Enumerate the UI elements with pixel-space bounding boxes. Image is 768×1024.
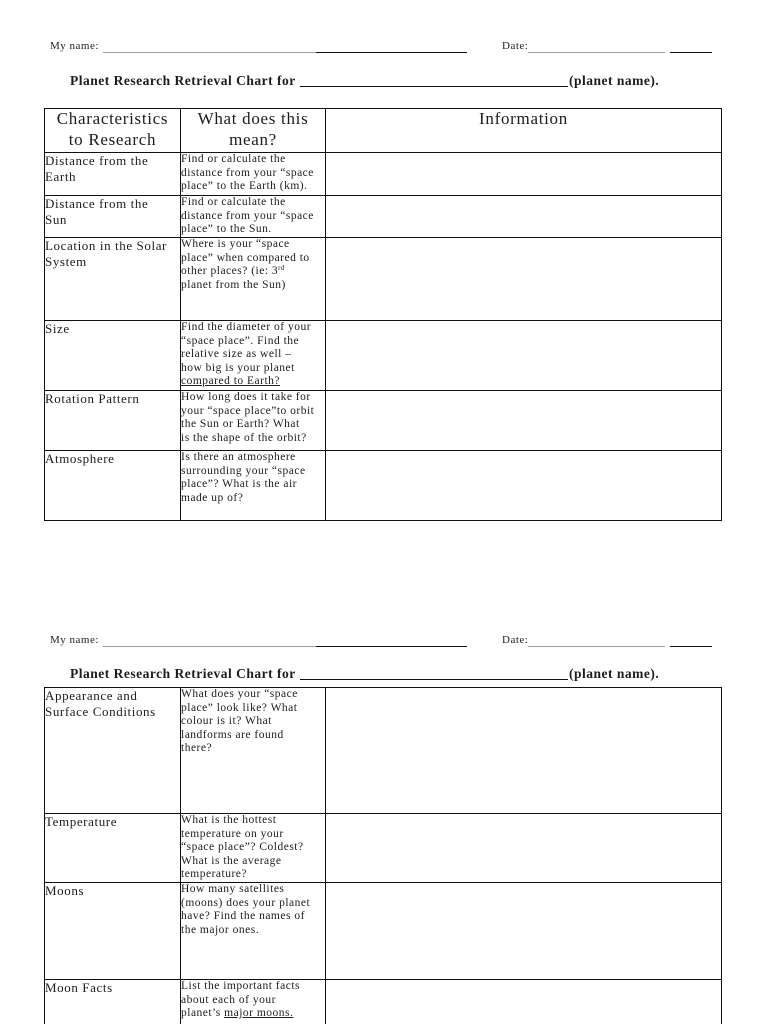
table-row bbox=[45, 980, 722, 1024]
characteristic-line: Moons bbox=[45, 883, 85, 898]
information-header-line: Information bbox=[479, 109, 568, 128]
title-text: Planet Research Retrieval Chart for bbox=[70, 73, 296, 88]
information-cell bbox=[326, 238, 722, 321]
table-row bbox=[45, 196, 722, 238]
characteristic-cell bbox=[45, 196, 181, 238]
meaning-line: place” when compared to bbox=[181, 251, 310, 264]
meaning-cell bbox=[181, 980, 326, 1024]
characteristic-cell bbox=[45, 980, 181, 1024]
meaning-line: colour is it? What bbox=[181, 715, 272, 727]
table-body bbox=[45, 109, 722, 521]
meaning-line: is the shape of the orbit? bbox=[181, 431, 307, 444]
information-cell bbox=[326, 391, 722, 451]
meaning-line: the major ones. bbox=[181, 923, 260, 936]
information-cell bbox=[326, 451, 722, 521]
meaning-line: about each of your bbox=[181, 993, 276, 1006]
characteristic-cell bbox=[45, 391, 181, 451]
characteristics-header bbox=[45, 109, 181, 153]
characteristics-header-line: to Research bbox=[68, 129, 157, 149]
meaning-cell bbox=[181, 883, 326, 980]
meaning-cell bbox=[181, 688, 326, 814]
meaning-line: “space place”. Find the bbox=[181, 334, 300, 347]
date-blank-line bbox=[670, 52, 712, 53]
meaning-line: planet from the Sun) bbox=[181, 278, 286, 291]
meaning-cell bbox=[181, 196, 326, 238]
planet-name-blank-line bbox=[300, 679, 568, 680]
meaning-line: Find or calculate the bbox=[181, 153, 286, 165]
information-cell bbox=[326, 196, 722, 238]
meaning-text: planet’s bbox=[181, 1007, 225, 1019]
date-blank-line bbox=[528, 52, 665, 53]
meaning-line: Is there an atmosphere bbox=[181, 451, 296, 463]
characteristic-cell bbox=[45, 883, 181, 980]
meaning-line: Find the diameter of your bbox=[181, 321, 312, 333]
meaning-line bbox=[181, 375, 325, 389]
title-text: Planet Research Retrieval Chart for bbox=[70, 666, 296, 681]
date-blank-line bbox=[670, 646, 712, 647]
characteristic-line: Earth bbox=[45, 169, 77, 184]
meaning-line: place” to the Earth (km). bbox=[181, 180, 308, 192]
planet-name-blank-line bbox=[300, 86, 568, 87]
date-blank-line bbox=[528, 646, 665, 647]
meaning-line: the Sun or Earth? What bbox=[181, 418, 300, 430]
meaning-line: how big is your planet bbox=[181, 361, 295, 374]
characteristic-line: Appearance and bbox=[45, 688, 138, 703]
worksheet-title bbox=[0, 666, 768, 684]
date-label: Date: bbox=[502, 634, 529, 646]
title-suffix: (planet name). bbox=[569, 73, 660, 88]
meaning-line: have? Find the names of bbox=[181, 910, 305, 922]
table-body bbox=[45, 688, 722, 1024]
table-row bbox=[45, 153, 722, 196]
meaning-text: other places? (ie: 3 bbox=[181, 265, 279, 277]
information-header bbox=[326, 109, 722, 153]
characteristic-line: Size bbox=[45, 321, 70, 336]
characteristic-line: Distance from the bbox=[45, 196, 149, 211]
name-blank-line bbox=[316, 646, 467, 647]
meaning-line: (moons) does your planet bbox=[181, 896, 311, 909]
meaning-line: What does your “space bbox=[181, 688, 298, 700]
name-date-row bbox=[0, 633, 768, 649]
information-cell bbox=[326, 321, 722, 391]
name-blank-line bbox=[103, 52, 316, 53]
table-row bbox=[45, 238, 722, 321]
meaning-line: “space place”? Coldest? bbox=[181, 841, 304, 853]
meaning-line: place” to the Sun. bbox=[181, 223, 272, 235]
meaning-cell bbox=[181, 238, 326, 321]
meaning-line: your “space place”to orbit bbox=[181, 404, 315, 417]
name-date-row bbox=[0, 39, 768, 55]
meaning-line: Where is your “space bbox=[181, 238, 290, 250]
meaning-header-line: What does this bbox=[197, 109, 309, 128]
table-row bbox=[45, 814, 722, 883]
characteristic-line: Location in the Solar bbox=[45, 238, 167, 253]
characteristic-cell bbox=[45, 238, 181, 321]
characteristic-line: Distance from the bbox=[45, 153, 149, 168]
meaning-line bbox=[181, 1007, 325, 1021]
name-blank-line bbox=[103, 646, 316, 647]
meaning-cell bbox=[181, 451, 326, 521]
research-chart-table bbox=[44, 687, 722, 1024]
meaning-line: Find or calculate the bbox=[181, 196, 286, 208]
table-row bbox=[45, 321, 722, 391]
characteristic-line: Moon Facts bbox=[45, 980, 113, 995]
characteristic-line: Atmosphere bbox=[45, 451, 115, 466]
characteristic-line: Surface Conditions bbox=[45, 704, 156, 719]
meaning-underlined-text: major moons. bbox=[224, 1007, 294, 1019]
name-label: My name: bbox=[50, 634, 99, 646]
meaning-cell bbox=[181, 153, 326, 196]
characteristic-line: Rotation Pattern bbox=[45, 391, 140, 406]
meaning-line: What is the hottest bbox=[181, 814, 277, 826]
meaning-line: temperature? bbox=[181, 868, 248, 880]
information-cell bbox=[326, 153, 722, 196]
meaning-cell bbox=[181, 391, 326, 451]
table-row bbox=[45, 391, 722, 451]
title-suffix: (planet name). bbox=[569, 666, 660, 681]
information-cell bbox=[326, 883, 722, 980]
meaning-line: distance from your “space bbox=[181, 166, 314, 179]
characteristic-cell bbox=[45, 814, 181, 883]
meaning-line: What is the average bbox=[181, 854, 282, 867]
characteristic-cell bbox=[45, 153, 181, 196]
meaning-superscript: rd bbox=[278, 264, 286, 272]
meaning-line: relative size as well – bbox=[181, 348, 292, 360]
characteristic-line: Temperature bbox=[45, 814, 118, 829]
table-row bbox=[45, 688, 722, 814]
meaning-underlined-text: compared to Earth? bbox=[181, 375, 281, 387]
meaning-line: How many satellites bbox=[181, 883, 285, 895]
characteristic-line: System bbox=[45, 254, 87, 269]
table-row bbox=[45, 883, 722, 980]
meaning-line bbox=[181, 265, 325, 279]
name-blank-line bbox=[316, 52, 467, 53]
date-label: Date: bbox=[502, 40, 529, 52]
name-label: My name: bbox=[50, 40, 99, 52]
characteristic-cell bbox=[45, 321, 181, 391]
characteristic-line: Sun bbox=[45, 212, 68, 227]
meaning-line: there? bbox=[181, 742, 213, 754]
meaning-line: temperature on your bbox=[181, 827, 284, 840]
information-cell bbox=[326, 980, 722, 1024]
meaning-line: distance from your “space bbox=[181, 209, 314, 222]
meaning-header bbox=[181, 109, 326, 153]
meaning-line: made up of? bbox=[181, 491, 244, 504]
information-cell bbox=[326, 814, 722, 883]
meaning-line: landforms are found bbox=[181, 728, 284, 741]
table-row bbox=[45, 451, 722, 521]
meaning-line: How long does it take for bbox=[181, 391, 311, 403]
meaning-header-line: mean? bbox=[229, 129, 277, 149]
meaning-cell bbox=[181, 814, 326, 883]
worksheet-title bbox=[0, 73, 768, 91]
meaning-line: place”? What is the air bbox=[181, 478, 298, 490]
research-chart-table bbox=[44, 108, 722, 521]
meaning-line: List the important facts bbox=[181, 980, 300, 992]
characteristic-cell bbox=[45, 688, 181, 814]
meaning-cell bbox=[181, 321, 326, 391]
characteristics-header-line: Characteristics bbox=[56, 109, 169, 128]
header-row bbox=[45, 109, 722, 153]
characteristic-cell bbox=[45, 451, 181, 521]
information-cell bbox=[326, 688, 722, 814]
meaning-line: place” look like? What bbox=[181, 701, 298, 714]
meaning-line: surrounding your “space bbox=[181, 464, 306, 477]
